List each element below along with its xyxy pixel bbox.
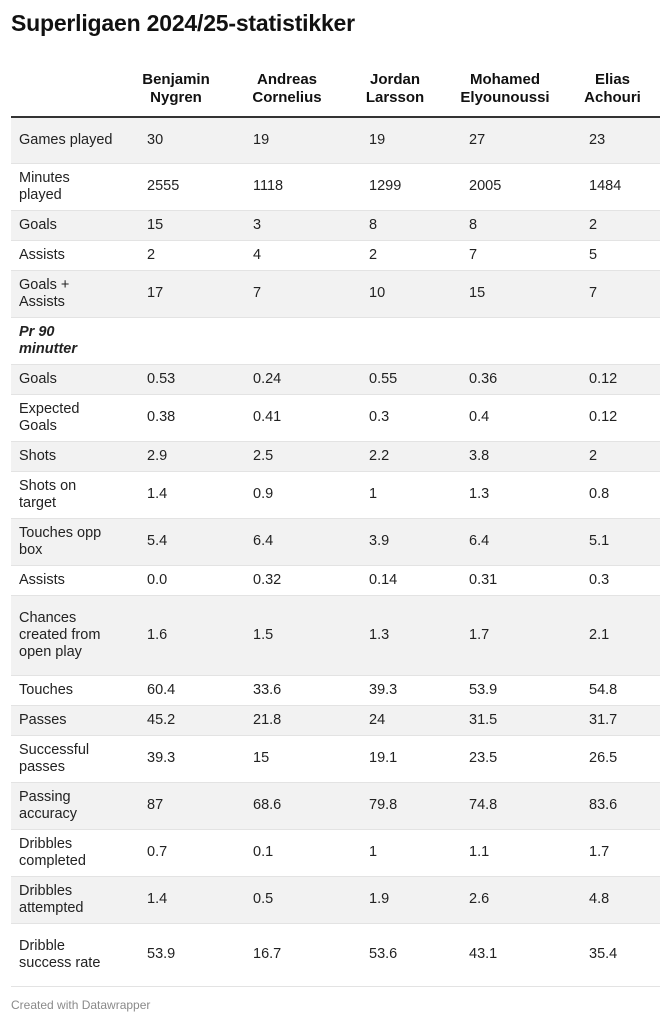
row-label: Assists <box>11 565 123 595</box>
table-cell: 31.7 <box>565 705 660 735</box>
table-cell: 0.12 <box>565 364 660 394</box>
column-header-line: Nygren <box>150 89 202 106</box>
table-cell: 5.4 <box>123 518 229 565</box>
table-cell <box>565 317 660 364</box>
table-cell: 1.3 <box>345 595 445 675</box>
table-cell: 1 <box>345 829 445 876</box>
table-cell: 2 <box>565 210 660 240</box>
table-cell: 1.1 <box>445 829 565 876</box>
table-cell: 0.1 <box>229 829 345 876</box>
table-row <box>11 210 660 240</box>
row-label: Touches <box>11 675 123 705</box>
row-label: Shots on target <box>11 471 123 518</box>
table-cell: 4 <box>229 240 345 270</box>
row-label: Passing accuracy <box>11 782 123 829</box>
table-cell: 0.31 <box>445 565 565 595</box>
table-cell: 0.14 <box>345 565 445 595</box>
column-header-line: Andreas <box>256 71 318 88</box>
table-cell: 26.5 <box>565 735 660 782</box>
table-cell: 23 <box>565 117 660 163</box>
table-cell: 15 <box>123 210 229 240</box>
table-row <box>11 782 660 829</box>
table-cell: 3.9 <box>345 518 445 565</box>
table-cell: 0.7 <box>123 829 229 876</box>
table-cell: 1.9 <box>345 876 445 923</box>
column-header-line: Mohamed <box>469 71 540 88</box>
table-cell: 1.7 <box>565 829 660 876</box>
table-body <box>11 117 660 986</box>
column-header <box>345 55 445 117</box>
table-cell: 2005 <box>445 163 565 210</box>
table-cell: 5.1 <box>565 518 660 565</box>
table-cell: 2 <box>345 240 445 270</box>
row-label: Chances created from open play <box>11 595 123 675</box>
column-header-line: Elyounoussi <box>460 89 550 106</box>
table-cell: 2.6 <box>445 876 565 923</box>
column-header <box>229 55 345 117</box>
table-cell: 10 <box>345 270 445 317</box>
table-cell: 30 <box>123 117 229 163</box>
table-row <box>11 675 660 705</box>
column-header-line: Cornelius <box>252 89 322 106</box>
table-cell: 53.9 <box>123 923 229 986</box>
table-cell: 19 <box>345 117 445 163</box>
table-cell: 1.4 <box>123 876 229 923</box>
table-cell: 2.1 <box>565 595 660 675</box>
table-cell: 0.5 <box>229 876 345 923</box>
table-cell: 1299 <box>345 163 445 210</box>
column-header-line: Achouri <box>584 89 641 106</box>
row-label: Touches opp box <box>11 518 123 565</box>
table-row <box>11 923 660 986</box>
table-row <box>11 829 660 876</box>
row-label: Goals <box>11 364 123 394</box>
table-row <box>11 876 660 923</box>
row-label: Assists <box>11 240 123 270</box>
table-cell: 17 <box>123 270 229 317</box>
row-label: Shots <box>11 441 123 471</box>
table-section-row <box>11 317 660 364</box>
row-label: Dribbles completed <box>11 829 123 876</box>
table-cell: 1.4 <box>123 471 229 518</box>
table-cell: 2.2 <box>345 441 445 471</box>
row-label: Pr 90 minutter <box>11 317 123 364</box>
table-cell: 45.2 <box>123 705 229 735</box>
row-label: Expected Goals <box>11 394 123 441</box>
row-label: Minutes played <box>11 163 123 210</box>
row-label: Dribbles attempted <box>11 876 123 923</box>
chart-title: Superligaen 2024/25-statistikker <box>11 10 355 36</box>
table-cell: 1 <box>345 471 445 518</box>
table-cell: 0.0 <box>123 565 229 595</box>
table-cell: 3 <box>229 210 345 240</box>
header-blank <box>11 55 123 117</box>
row-label: Goals + Assists <box>11 270 123 317</box>
table-cell: 53.6 <box>345 923 445 986</box>
table-cell: 53.9 <box>445 675 565 705</box>
table-cell: 6.4 <box>229 518 345 565</box>
table-cell: 87 <box>123 782 229 829</box>
table-cell: 83.6 <box>565 782 660 829</box>
table-cell: 2.9 <box>123 441 229 471</box>
table-row <box>11 705 660 735</box>
table-cell: 7 <box>445 240 565 270</box>
table-cell <box>345 317 445 364</box>
column-header-line: Larsson <box>365 89 425 106</box>
table-row <box>11 240 660 270</box>
table-cell: 35.4 <box>565 923 660 986</box>
table-row <box>11 364 660 394</box>
table-cell: 6.4 <box>445 518 565 565</box>
table-cell: 43.1 <box>445 923 565 986</box>
column-header <box>123 55 229 117</box>
table-cell: 1.3 <box>445 471 565 518</box>
table-cell: 79.8 <box>345 782 445 829</box>
table-cell: 0.24 <box>229 364 345 394</box>
table-cell: 39.3 <box>123 735 229 782</box>
table-cell: 1.6 <box>123 595 229 675</box>
table-cell: 23.5 <box>445 735 565 782</box>
table-cell: 2555 <box>123 163 229 210</box>
table-cell: 7 <box>565 270 660 317</box>
table-cell: 2.5 <box>229 441 345 471</box>
row-label: Games played <box>11 117 123 163</box>
table-cell: 5 <box>565 240 660 270</box>
table-cell: 7 <box>229 270 345 317</box>
table-cell: 0.12 <box>565 394 660 441</box>
table-cell: 0.55 <box>345 364 445 394</box>
table-cell: 16.7 <box>229 923 345 986</box>
table-cell: 15 <box>445 270 565 317</box>
table-cell: 0.3 <box>345 394 445 441</box>
table-row <box>11 595 660 675</box>
table-cell: 8 <box>445 210 565 240</box>
table-row <box>11 518 660 565</box>
table-cell <box>445 317 565 364</box>
table-cell: 0.9 <box>229 471 345 518</box>
table-row <box>11 270 660 317</box>
table-row <box>11 735 660 782</box>
table-cell: 2 <box>123 240 229 270</box>
table-cell: 4.8 <box>565 876 660 923</box>
table-cell: 19.1 <box>345 735 445 782</box>
table-cell: 19 <box>229 117 345 163</box>
column-header-line: Benjamin <box>142 71 210 88</box>
table-row <box>11 394 660 441</box>
table-cell: 0.32 <box>229 565 345 595</box>
column-header <box>445 55 565 117</box>
table-cell: 0.8 <box>565 471 660 518</box>
table-cell: 24 <box>345 705 445 735</box>
table-row <box>11 471 660 518</box>
footer-credit: Created with Datawrapper <box>11 998 151 1012</box>
table-cell: 0.36 <box>445 364 565 394</box>
column-header-line: Jordan <box>369 71 420 88</box>
table-row <box>11 117 660 163</box>
table-cell: 33.6 <box>229 675 345 705</box>
table-row <box>11 441 660 471</box>
table-cell <box>229 317 345 364</box>
table-cell: 8 <box>345 210 445 240</box>
table-cell: 1484 <box>565 163 660 210</box>
stats-table <box>11 55 660 987</box>
table-cell: 3.8 <box>445 441 565 471</box>
row-label: Dribble success rate <box>11 923 123 986</box>
table-cell: 0.41 <box>229 394 345 441</box>
table-cell: 1.7 <box>445 595 565 675</box>
header-row <box>11 55 660 117</box>
table-cell: 1118 <box>229 163 345 210</box>
column-header <box>565 55 660 117</box>
table-row <box>11 565 660 595</box>
table-cell: 21.8 <box>229 705 345 735</box>
table-cell: 60.4 <box>123 675 229 705</box>
column-header-line: Elias <box>594 71 631 88</box>
table-cell: 0.38 <box>123 394 229 441</box>
table-cell: 1.5 <box>229 595 345 675</box>
table-cell: 74.8 <box>445 782 565 829</box>
table-row <box>11 163 660 210</box>
row-label: Successful passes <box>11 735 123 782</box>
table-cell: 27 <box>445 117 565 163</box>
table-cell: 2 <box>565 441 660 471</box>
table-cell <box>123 317 229 364</box>
table-cell: 31.5 <box>445 705 565 735</box>
table-cell: 54.8 <box>565 675 660 705</box>
table-cell: 0.4 <box>445 394 565 441</box>
row-label: Goals <box>11 210 123 240</box>
table-cell: 0.3 <box>565 565 660 595</box>
table-cell: 68.6 <box>229 782 345 829</box>
row-label: Passes <box>11 705 123 735</box>
table-cell: 39.3 <box>345 675 445 705</box>
table-cell: 15 <box>229 735 345 782</box>
table-cell: 0.53 <box>123 364 229 394</box>
